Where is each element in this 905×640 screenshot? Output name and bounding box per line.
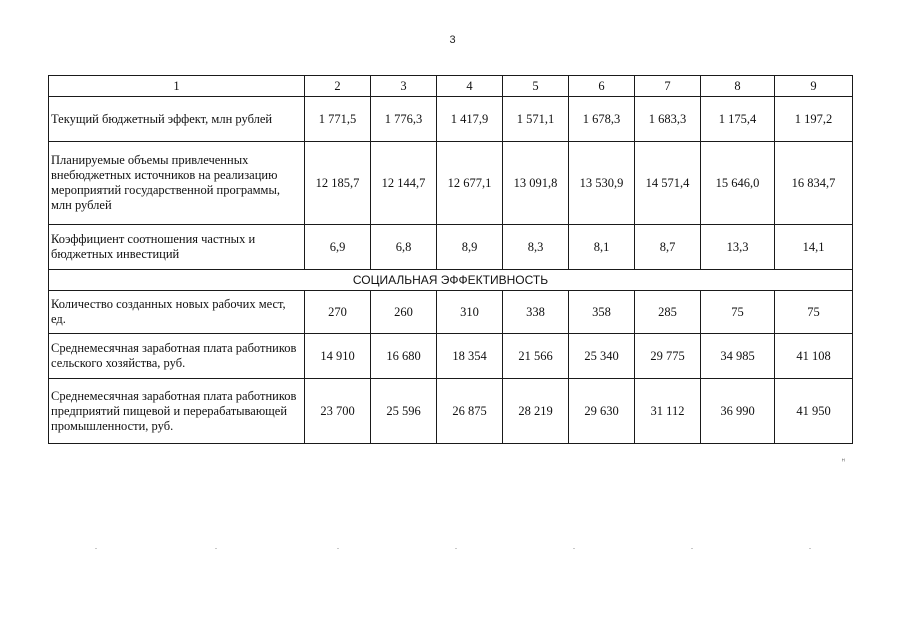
table-cell: 25 340 <box>569 334 635 379</box>
table-cell: 14 571,4 <box>635 142 701 225</box>
indicators-table <box>48 75 853 444</box>
column-header: 9 <box>775 76 853 97</box>
corner-mark: ᴴ <box>842 459 845 465</box>
table-cell: 29 775 <box>635 334 701 379</box>
table-cell: 6,9 <box>305 225 371 270</box>
column-header: 7 <box>635 76 701 97</box>
column-header: 1 <box>49 76 305 97</box>
row-label: Среднемесячная заработная плата работников сельского хозяйства, руб. <box>49 334 305 379</box>
table-cell: 13 091,8 <box>503 142 569 225</box>
section-title: СОЦИАЛЬНАЯ ЭФФЕКТИВНОСТЬ <box>49 270 853 291</box>
table-cell: 1 678,3 <box>569 97 635 142</box>
table-cell: 338 <box>503 291 569 334</box>
table-cell: 12 144,7 <box>371 142 437 225</box>
table-cell: 6,8 <box>371 225 437 270</box>
table-cell: 270 <box>305 291 371 334</box>
column-header: 2 <box>305 76 371 97</box>
column-header: 3 <box>371 76 437 97</box>
table-cell: 31 112 <box>635 379 701 444</box>
table-cell: 75 <box>701 291 775 334</box>
table-cell: 1 683,3 <box>635 97 701 142</box>
scan-specks <box>95 548 835 550</box>
table-cell: 12 185,7 <box>305 142 371 225</box>
table-row <box>49 97 853 142</box>
table-header-row <box>49 76 853 97</box>
row-label: Планируемые объемы привлеченных внебюджетных источников на реализацию мероприятий государственной программы, млн рублей <box>49 142 305 225</box>
table-cell: 26 875 <box>437 379 503 444</box>
row-label: Коэффициент соотношения частных и бюджетных инвестиций <box>49 225 305 270</box>
table-cell: 13 530,9 <box>569 142 635 225</box>
table-cell: 8,1 <box>569 225 635 270</box>
table-cell: 21 566 <box>503 334 569 379</box>
table-cell: 1 197,2 <box>775 97 853 142</box>
page-number: 3 <box>449 34 456 46</box>
table-cell: 41 108 <box>775 334 853 379</box>
table-cell: 29 630 <box>569 379 635 444</box>
table-cell: 14 910 <box>305 334 371 379</box>
table-cell: 34 985 <box>701 334 775 379</box>
table-cell: 1 776,3 <box>371 97 437 142</box>
table-cell: 310 <box>437 291 503 334</box>
table-row <box>49 225 853 270</box>
row-label: Текущий бюджетный эффект, млн рублей <box>49 97 305 142</box>
table-row <box>49 142 853 225</box>
table-cell: 14,1 <box>775 225 853 270</box>
table-cell: 28 219 <box>503 379 569 444</box>
column-header: 5 <box>503 76 569 97</box>
row-label: Среднемесячная заработная плата работников предприятий пищевой и перерабатывающей промышленности, руб. <box>49 379 305 444</box>
table-cell: 1 771,5 <box>305 97 371 142</box>
column-header: 4 <box>437 76 503 97</box>
table-row <box>49 334 853 379</box>
table-row <box>49 379 853 444</box>
table-cell: 36 990 <box>701 379 775 444</box>
row-label: Количество созданных новых рабочих мест, ед. <box>49 291 305 334</box>
section-header-row <box>49 270 853 291</box>
table-cell: 285 <box>635 291 701 334</box>
table-cell: 18 354 <box>437 334 503 379</box>
table-cell: 1 175,4 <box>701 97 775 142</box>
table-cell: 8,9 <box>437 225 503 270</box>
table-cell: 8,7 <box>635 225 701 270</box>
table-cell: 260 <box>371 291 437 334</box>
table-cell: 8,3 <box>503 225 569 270</box>
table-cell: 41 950 <box>775 379 853 444</box>
table-cell: 25 596 <box>371 379 437 444</box>
table-cell: 16 834,7 <box>775 142 853 225</box>
column-header: 8 <box>701 76 775 97</box>
table-cell: 15 646,0 <box>701 142 775 225</box>
table-cell: 23 700 <box>305 379 371 444</box>
table-cell: 75 <box>775 291 853 334</box>
table-cell: 1 417,9 <box>437 97 503 142</box>
table-cell: 16 680 <box>371 334 437 379</box>
table-cell: 13,3 <box>701 225 775 270</box>
table-cell: 1 571,1 <box>503 97 569 142</box>
table-cell: 12 677,1 <box>437 142 503 225</box>
table-row <box>49 291 853 334</box>
column-header: 6 <box>569 76 635 97</box>
table-cell: 358 <box>569 291 635 334</box>
